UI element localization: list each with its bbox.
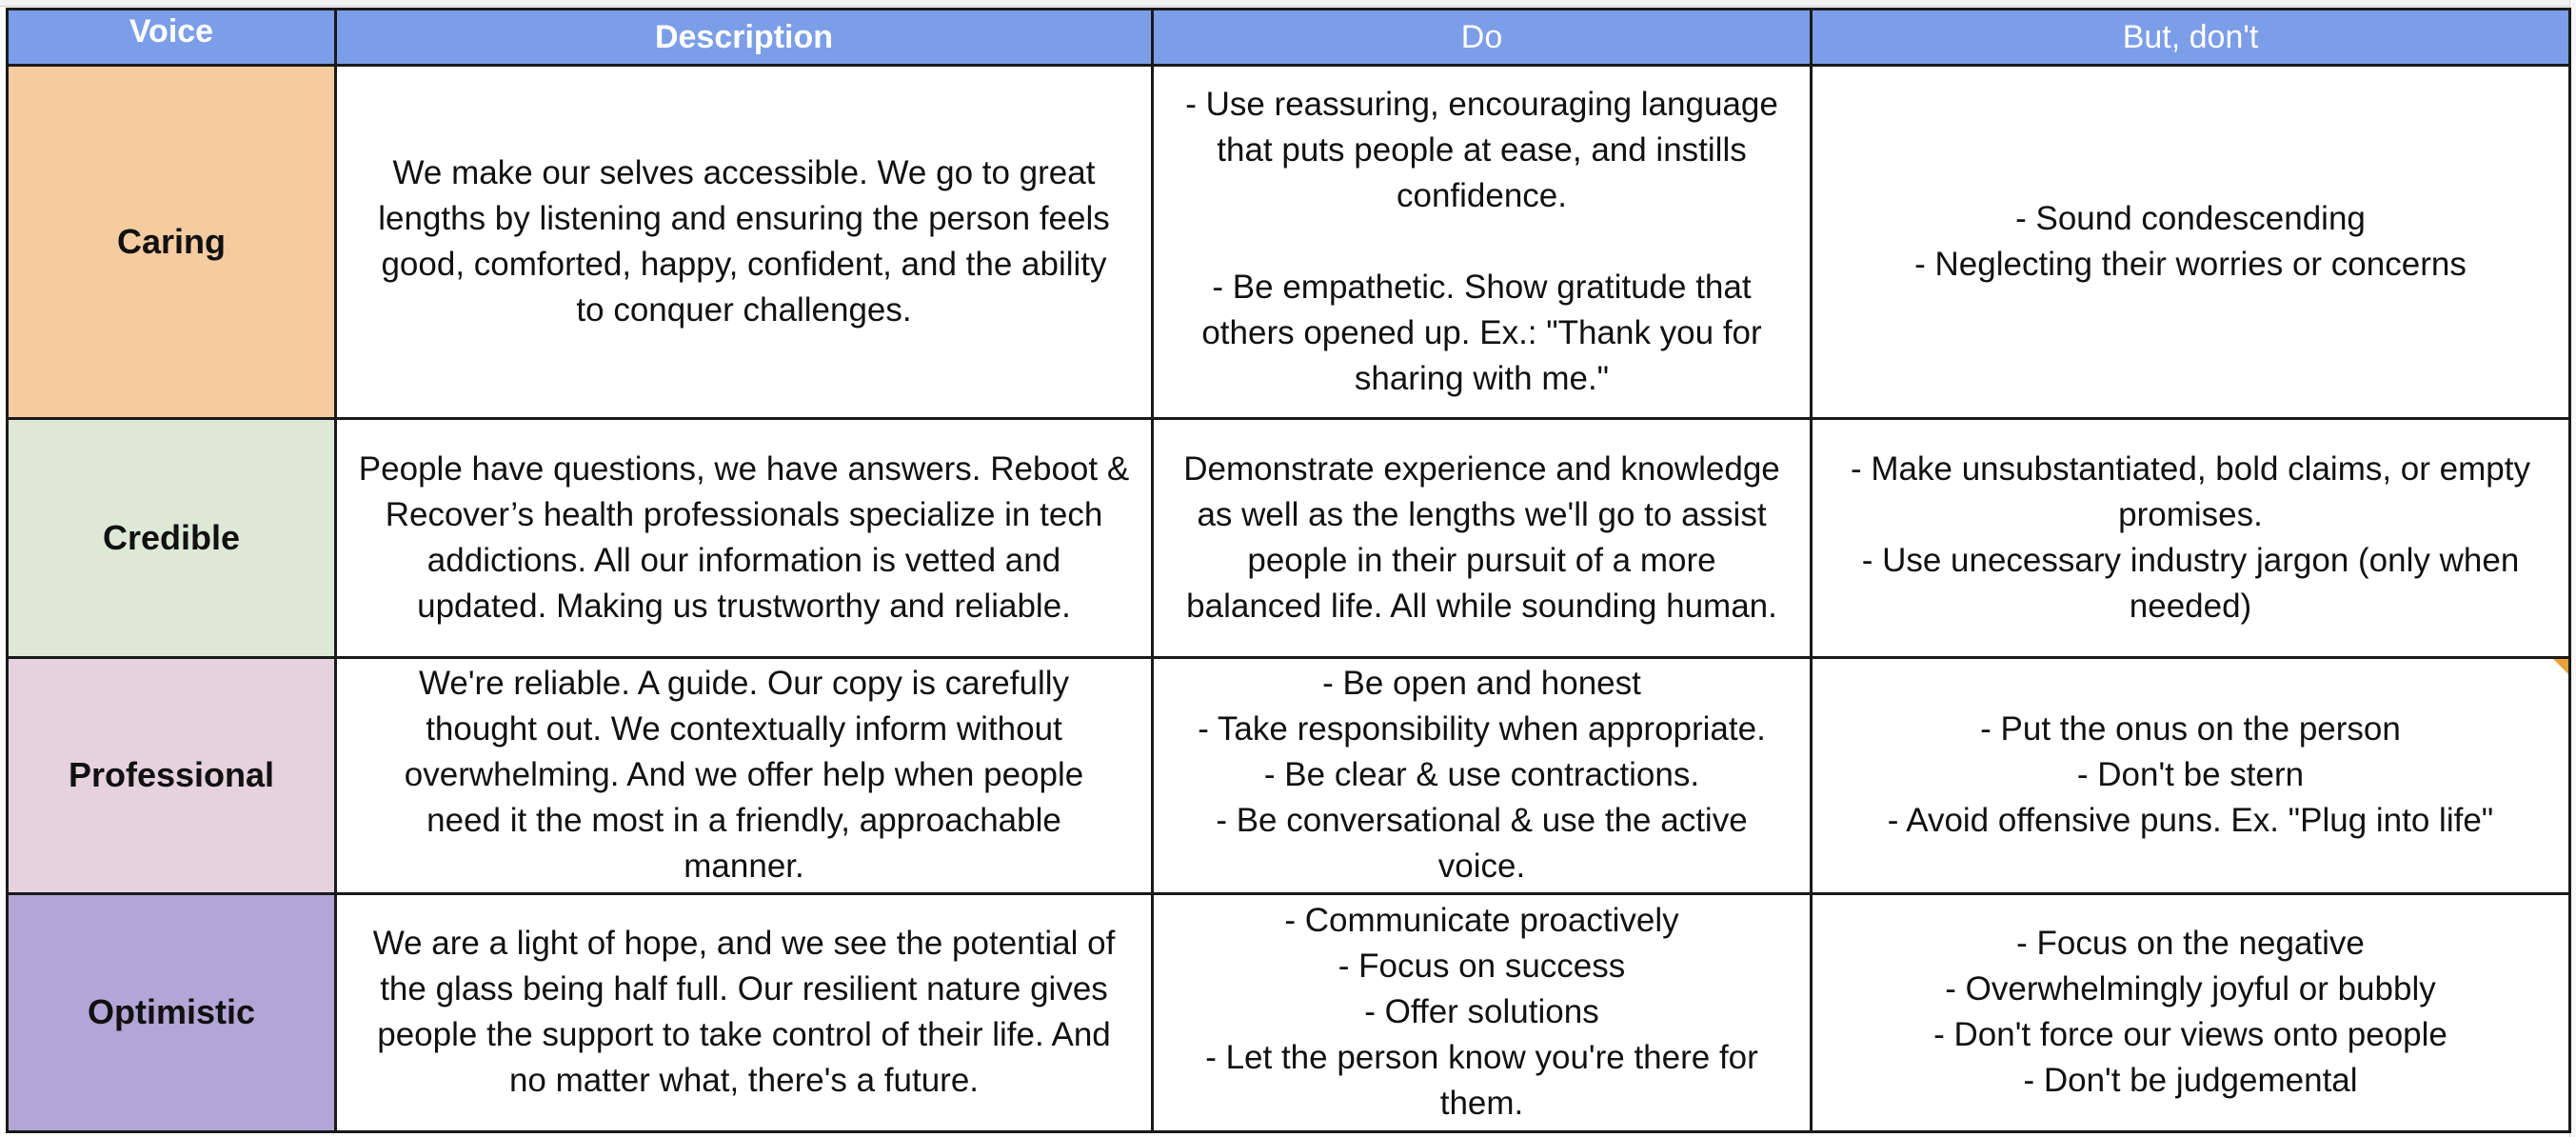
cell-text-line: - Make unsubstantiated, bold claims, or empty <box>1851 449 2530 488</box>
cell-text-line: the glass being half full. Our resilient nature gives <box>380 970 1108 1008</box>
cell-text-line: people in their pursuit of a more <box>1247 541 1716 579</box>
brand-voice-table <box>6 8 2571 1133</box>
cell-text-line: - Use reassuring, encouraging language <box>1185 86 1778 124</box>
table-row-credible <box>8 419 2570 657</box>
table-row-optimistic <box>8 893 2570 1131</box>
cell-text-line: - Be empathetic. Show gratitude that <box>1212 269 1752 307</box>
do-cell-caring[interactable] <box>1153 66 1812 419</box>
column-header-strip <box>0 0 2576 7</box>
do-cell-professional[interactable] <box>1153 657 1812 893</box>
cell-text-line: others opened up. Ex.: "Thank you for <box>1201 314 1762 352</box>
cell-text-line: Recover’s health professionals specialize in tech <box>385 495 1103 533</box>
cell-text-line: thought out. We contextually inform without <box>426 710 1062 748</box>
cell-text-line: promises. <box>2118 495 2263 533</box>
do-cell-optimistic[interactable] <box>1153 893 1812 1131</box>
cell-text-line: needed) <box>2129 587 2252 625</box>
dont-cell-optimistic[interactable] <box>1812 893 2570 1131</box>
cell-text-line: addictions. All our information is vetted and <box>426 541 1061 579</box>
cell-text-line: need it the most in a friendly, approachable <box>426 802 1061 840</box>
do-cell-credible[interactable] <box>1153 419 1812 657</box>
description-cell-optimistic[interactable] <box>336 893 1153 1131</box>
cell-text-line: confidence. <box>1396 177 1568 215</box>
cell-text-line: - Avoid offensive puns. Ex. "Plug into life" <box>1887 802 2494 840</box>
voice-cell-caring[interactable]: Caring <box>8 66 336 419</box>
cell-text-line: We are a light of hope, and we see the potential of <box>372 925 1116 963</box>
header-cell-do[interactable]: Do <box>1153 10 1812 66</box>
cell-text-line: sharing with me." <box>1354 360 1610 398</box>
dont-cell-caring[interactable] <box>1812 66 2570 419</box>
cell-text-line: We're reliable. A guide. Our copy is carefully <box>418 665 1070 703</box>
cell-text-line: to conquer challenges. <box>576 291 912 329</box>
cell-text-line: - Offer solutions <box>1364 993 1599 1031</box>
table-row-caring <box>8 66 2570 419</box>
cell-text-line: manner. <box>684 848 804 886</box>
cell-text-line: People have questions, we have answers. Reboot & <box>358 449 1130 488</box>
cell-text-line: them. <box>1439 1085 1524 1123</box>
cell-text-line: balanced life. All while sounding human. <box>1186 587 1777 625</box>
cell-text-line: people the support to take control of their life. And <box>377 1016 1111 1054</box>
dont-cell-professional[interactable] <box>1812 657 2570 893</box>
cell-blank-line <box>1167 219 1796 265</box>
cell-text-line: - Don't be judgemental <box>2023 1062 2358 1100</box>
dont-cell-credible[interactable] <box>1812 419 2570 657</box>
cell-text-line: - Be open and honest <box>1322 665 1641 703</box>
voice-cell-optimistic[interactable]: Optimistic <box>8 893 336 1131</box>
header-cell-voice[interactable]: Voice <box>8 10 336 66</box>
cell-text-line: that puts people at ease, and instills <box>1217 131 1747 170</box>
cell-text-line: - Sound condescending <box>2015 200 2366 238</box>
cell-text-line: - Neglecting their worries or concerns <box>1914 246 2467 284</box>
header-cell-description[interactable]: Description <box>336 10 1153 66</box>
cell-text-line: - Use unecessary industry jargon (only when <box>1861 541 2520 579</box>
voice-cell-credible[interactable]: Credible <box>8 419 336 657</box>
cell-text-line: Demonstrate experience and knowledge <box>1183 449 1780 488</box>
cell-text-line: no matter what, there's a future. <box>508 1062 980 1100</box>
comment-marker-icon[interactable] <box>2553 659 2568 674</box>
table-row-professional <box>8 657 2570 893</box>
cell-text-line: - Don't be stern <box>2076 756 2305 794</box>
cell-text-line: lengths by listening and ensuring the person feels <box>378 200 1110 238</box>
header-cell-dont[interactable]: But, don't <box>1812 10 2570 66</box>
cell-text-line: - Let the person know you're there for <box>1205 1039 1758 1077</box>
cell-text-line: - Take responsibility when appropriate. <box>1198 710 1766 748</box>
cell-text-line: - Be clear & use contractions. <box>1263 756 1700 794</box>
cell-text-line: - Communicate proactively <box>1284 902 1679 940</box>
cell-text-line: - Don't force our views onto people <box>1933 1016 2447 1054</box>
cell-text-line: updated. Making us trustworthy and reliable. <box>417 587 1071 625</box>
cell-text-line: overwhelming. And we offer help when people <box>404 756 1084 794</box>
description-cell-professional[interactable] <box>336 657 1153 893</box>
description-cell-caring[interactable] <box>336 66 1153 419</box>
description-cell-credible[interactable] <box>336 419 1153 657</box>
cell-text-line: voice. <box>1437 848 1526 886</box>
cell-text-line: - Put the onus on the person <box>1980 710 2401 748</box>
header-row <box>8 10 2570 66</box>
cell-text-line: - Be conversational & use the active <box>1216 802 1748 840</box>
cell-text-line: as well as the lengths we'll go to assist <box>1197 495 1767 533</box>
cell-text-line: - Overwhelmingly joyful or bubbly <box>1945 970 2436 1008</box>
cell-text-line: We make our selves accessible. We go to great <box>392 154 1096 192</box>
cell-text-line: - Focus on the negative <box>2016 925 2365 963</box>
cell-text-line: - Focus on success <box>1338 948 1626 986</box>
voice-cell-professional[interactable]: Professional <box>8 657 336 893</box>
cell-text-line: good, comforted, happy, confident, and the ability <box>381 246 1107 284</box>
